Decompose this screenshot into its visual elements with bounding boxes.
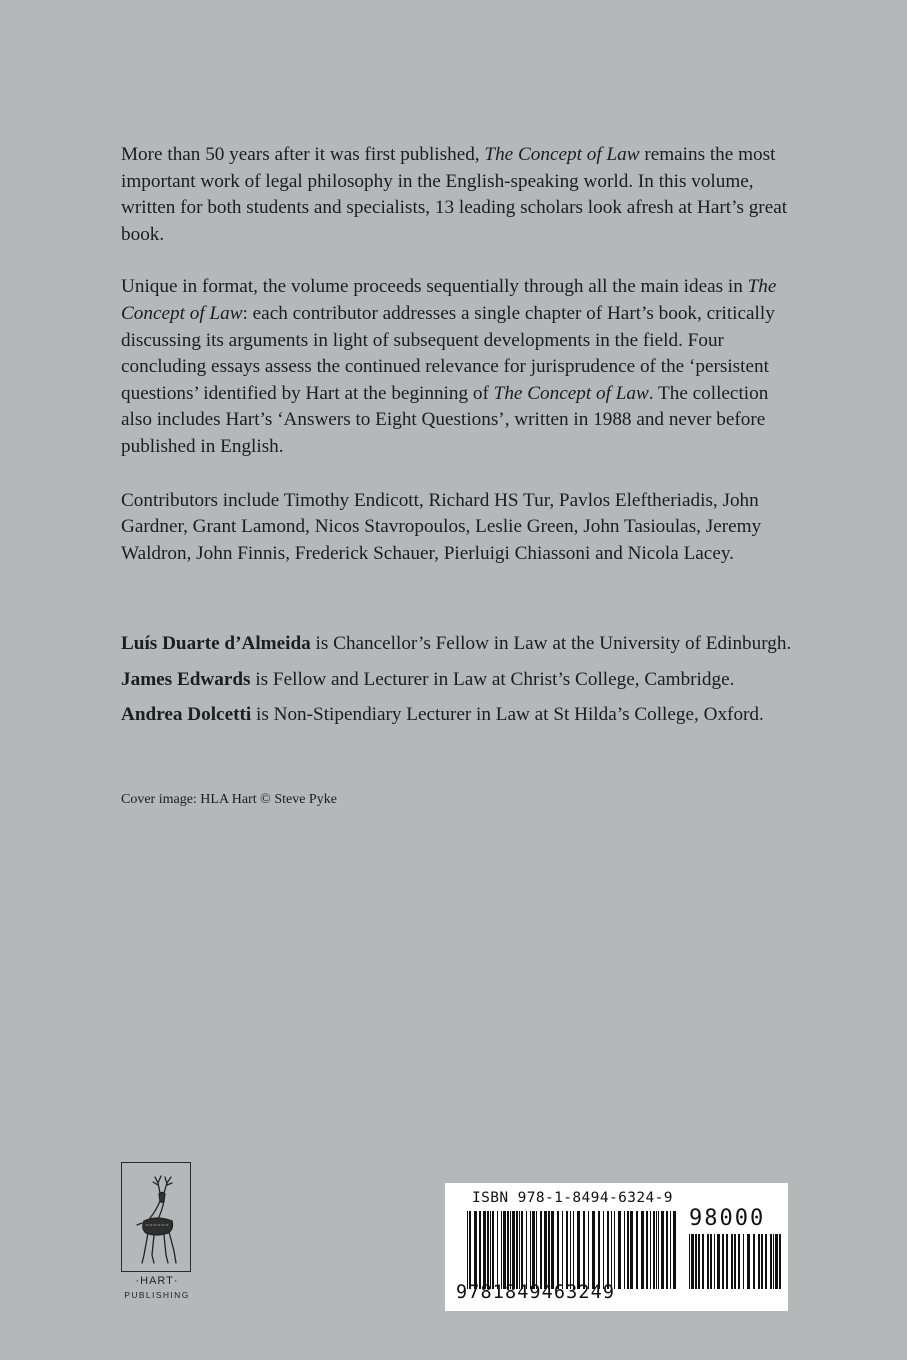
- book-title: The Concept of Law: [121, 276, 777, 324]
- barcode-bar: [479, 1211, 481, 1289]
- barcode-bar: [573, 1211, 574, 1289]
- barcode-bar: [614, 1211, 615, 1289]
- barcode-bar: [666, 1211, 668, 1289]
- barcode-bar: [726, 1234, 728, 1289]
- editors-section: [121, 631, 801, 738]
- barcode-bar: [501, 1211, 502, 1289]
- barcode-bar: [656, 1211, 657, 1289]
- barcode-bar: [566, 1211, 568, 1289]
- book-title: The Concept of Law: [493, 382, 649, 404]
- barcode-bar: [487, 1211, 489, 1289]
- barcode-bar: [753, 1234, 755, 1289]
- barcode-bar: [540, 1211, 542, 1289]
- barcode-bar: [526, 1211, 527, 1289]
- barcode-bar: [611, 1211, 612, 1289]
- editor-affiliation: is Non-Stipendiary Lecturer in Law at St Hilda’s College, Oxford.: [251, 704, 764, 726]
- barcode-bar: [497, 1211, 498, 1289]
- barcode-bar: [544, 1211, 547, 1289]
- barcode-bar: [779, 1234, 781, 1289]
- editor-name: James Edwards: [121, 668, 251, 690]
- text-run: : each contributor addresses a single chapter of Hart’s book, critically discussing its arguments in light of subsequent developments in the field. Four concluding essays assess the continued relevance for jurisprudence of the ‘persistent questions’ identified by Hart at the beginning of: [121, 302, 775, 404]
- barcode-bar: [636, 1211, 638, 1289]
- barcode-bar: [630, 1211, 633, 1289]
- barcode-bar: [738, 1234, 740, 1289]
- barcode-bar: [618, 1211, 621, 1289]
- barcode-bar: [583, 1211, 585, 1289]
- barcode-bar: [731, 1234, 733, 1289]
- barcode-bar: [670, 1211, 671, 1289]
- barcode-bar: [710, 1234, 712, 1289]
- barcode-bar: [507, 1211, 509, 1289]
- text-run: remains the most important work of legal philosophy in the English-speaking world. In this volume, written for both students and specialists, 13 leading scholars look afresh at Hart’s great book.: [121, 144, 788, 245]
- barcode-bar: [653, 1211, 655, 1289]
- barcode-bar: [551, 1211, 554, 1289]
- barcode-bar: [469, 1211, 471, 1289]
- barcode-bar: [717, 1234, 720, 1289]
- barcode-bar: [577, 1211, 580, 1289]
- barcode-bar: [761, 1234, 763, 1289]
- barcode-bar: [532, 1211, 535, 1289]
- barcode-bar: [519, 1211, 520, 1289]
- contributors-paragraph: Contributors include Timothy Endicott, Richard HS Tur, Pavlos Eleftheriadis, John Gardner, Grant Lamond, Nicos Stavropoulos, Leslie Green, John Tasioulas, Jeremy Waldron, John Finnis, Frederick Schauer, Pierluigi Chiassoni and Nicola Lacey.: [121, 489, 762, 564]
- cover-image-credit: Cover image: HLA Hart © Steve Pyke: [121, 792, 337, 807]
- editor-name: Andrea Dolcetti: [121, 704, 252, 726]
- barcode-bar: [548, 1211, 550, 1289]
- editor-bio: [121, 667, 801, 694]
- barcode-bar: [562, 1211, 563, 1289]
- barcode-bar: [530, 1211, 531, 1289]
- barcode-bar: [641, 1211, 644, 1289]
- barcode-bar: [598, 1211, 600, 1289]
- barcode-bar: [510, 1211, 511, 1289]
- barcode-bar: [661, 1211, 664, 1289]
- barcode-bar: [467, 1211, 468, 1289]
- barcode-bar: [702, 1234, 704, 1289]
- barcode-bar: [512, 1211, 515, 1289]
- barcode-bar: [492, 1211, 494, 1289]
- blurb-paragraph-1: [121, 142, 801, 248]
- text-run: Unique in format, the volume proceeds sequentially through all the main ideas in: [121, 276, 748, 298]
- barcode-bar: [521, 1211, 523, 1289]
- stag-icon: [122, 1163, 190, 1271]
- publisher-logo: [121, 1160, 191, 1302]
- barcode-bar: [627, 1211, 629, 1289]
- publisher-name: ·HART·: [135, 1275, 179, 1287]
- barcode-bar: [557, 1211, 559, 1289]
- editor-affiliation: is Chancellor’s Fellow in Law at the University of Edinburgh.: [310, 633, 792, 654]
- barcode-bar: [765, 1234, 767, 1289]
- barcode-bar: [503, 1211, 506, 1289]
- barcode-bar: [650, 1211, 651, 1289]
- barcode-bar: [770, 1234, 772, 1289]
- barcode-bar: [658, 1211, 659, 1289]
- editor-bio: [121, 702, 801, 729]
- publisher-subtitle: PUBLISHING: [124, 1290, 190, 1300]
- barcode-bar: [603, 1211, 604, 1289]
- text-run: More than 50 years after it was first published,: [121, 144, 485, 165]
- back-cover-blurb: [121, 142, 801, 567]
- barcode-bar: [714, 1234, 715, 1289]
- barcode-bar: [691, 1234, 694, 1289]
- barcode-bar: [773, 1234, 774, 1289]
- barcode-bar: [747, 1234, 750, 1289]
- barcode-bar: [673, 1211, 676, 1289]
- barcode-box: [445, 1183, 788, 1311]
- editor-name: Luís Duarte d’Almeida: [121, 633, 311, 654]
- barcode-bar: [698, 1234, 700, 1289]
- addon-barcode: [689, 1234, 781, 1289]
- barcode-bar: [646, 1211, 648, 1289]
- price-addon-digits: 98000: [689, 1206, 766, 1231]
- barcode-bar: [775, 1234, 778, 1289]
- ean-barcode: [467, 1211, 679, 1289]
- barcode-bar: [490, 1211, 491, 1289]
- barcode-bar: [689, 1234, 690, 1289]
- barcode-bar: [707, 1234, 709, 1289]
- editor-bio: [121, 631, 801, 658]
- barcode-bar: [624, 1211, 625, 1289]
- barcode-bar: [474, 1211, 477, 1289]
- logo-frame: [121, 1162, 191, 1272]
- barcode-bar: [722, 1234, 724, 1289]
- barcode-bar: [588, 1211, 589, 1289]
- text-run: . The collection also includes Hart’s ‘Answers to Eight Questions’, written in 1988 and never before published in English.: [121, 382, 769, 457]
- barcode-bar: [570, 1211, 571, 1289]
- barcode-bar: [758, 1234, 760, 1289]
- book-title: The Concept of Law: [484, 144, 640, 165]
- isbn-label: ISBN 978-1-8494-6324-9: [472, 1190, 673, 1206]
- barcode-bar: [607, 1211, 609, 1289]
- barcode-bar: [516, 1211, 518, 1289]
- barcode-bar: [592, 1211, 595, 1289]
- editor-affiliation: is Fellow and Lecturer in Law at Christ’s College, Cambridge.: [250, 668, 735, 690]
- ean-digits: 9781849463249: [456, 1282, 616, 1303]
- barcode-bar: [695, 1234, 697, 1289]
- blurb-paragraph-2: [121, 274, 801, 460]
- barcode-bar: [483, 1211, 486, 1289]
- barcode-bar: [536, 1211, 537, 1289]
- barcode-bar: [734, 1234, 736, 1289]
- barcode-bar: [743, 1234, 744, 1289]
